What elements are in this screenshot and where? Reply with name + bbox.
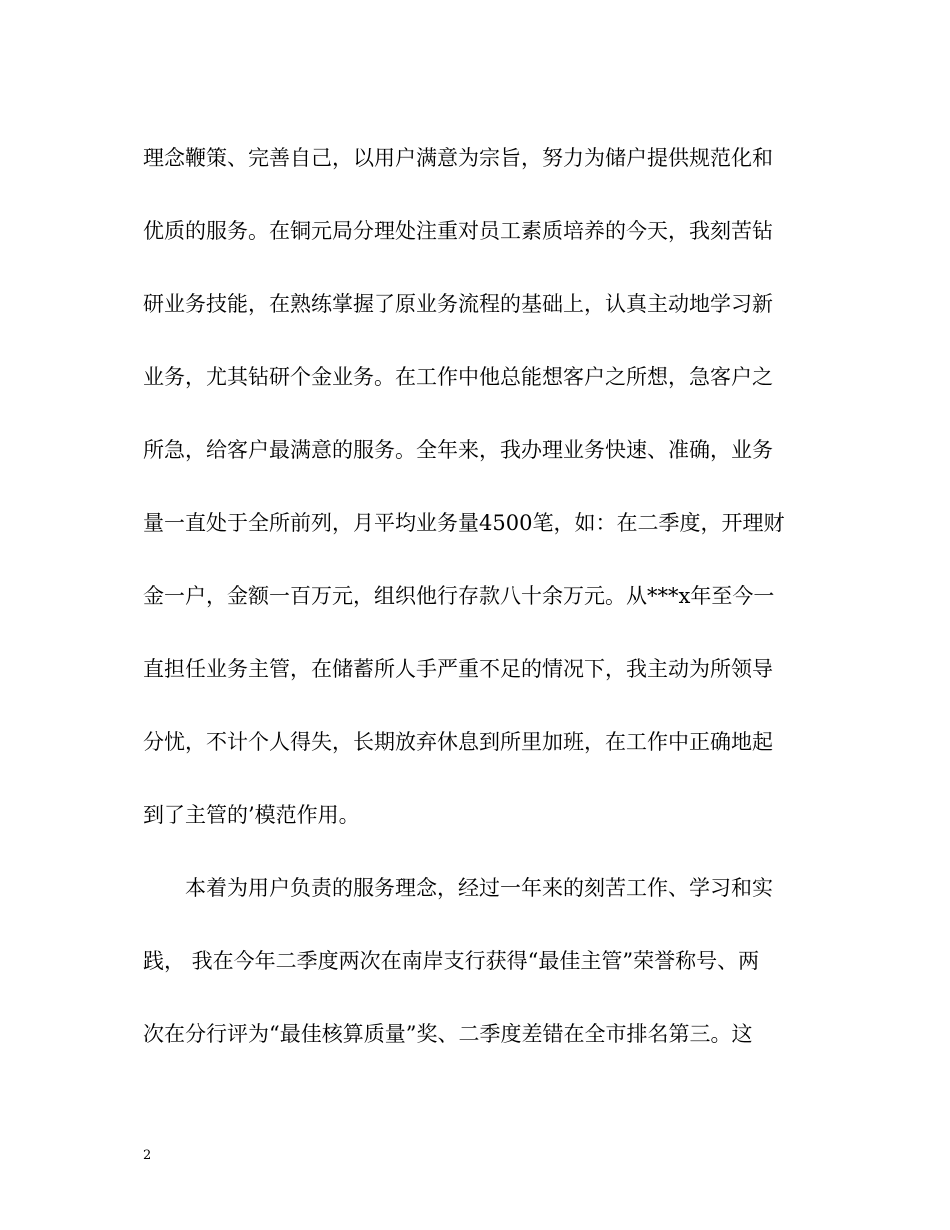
text-line: 次在分行评为“最佳核算质量”奖、二季度差错在全市排名第三。这 — [143, 1022, 753, 1046]
text-line: 量一直处于全所前列，月平均业务量4500笔，如：在二季度，开理财 — [143, 511, 785, 535]
document-body — [143, 136, 808, 1085]
text-line: 金一户，金额一百万元，组织他行存款八十余万元。从***x年至今一 — [143, 584, 775, 608]
page-number: 2 — [143, 1148, 152, 1163]
text-line: 优质的服务。在铜元局分理处注重对员工素质培养的今天，我刻苦钻 — [143, 219, 773, 243]
text-line: 践， 我在今年二季度两次在南岸支行获得“最佳主管”荣誉称号、两 — [143, 949, 760, 973]
text-line: 分忧，不计个人得失，长期放弃休息到所里加班，在工作中正确地起 — [143, 730, 773, 754]
text-line: 到了主管的’模范作用。 — [143, 803, 360, 827]
text-line: 所急，给客户最满意的服务。全年来，我办理业务快速、准确，业务 — [143, 438, 773, 462]
text-line: 直担任业务主管，在储蓄所人手严重不足的情况下，我主动为所领导 — [143, 657, 773, 681]
text-line: 业务，尤其钻研个金业务。在工作中他总能想客户之所想，急客户之 — [143, 365, 773, 389]
text-line: 研业务技能，在熟练掌握了原业务流程的基础上，认真主动地学习新 — [143, 292, 773, 316]
text-line: 理念鞭策、完善自己，以用户满意为宗旨，努力为储户提供规范化和 — [143, 146, 773, 170]
paragraph-first-line: 本着为用户负责的服务理念，经过一年来的刻苦工作、学习和实 — [185, 876, 773, 900]
